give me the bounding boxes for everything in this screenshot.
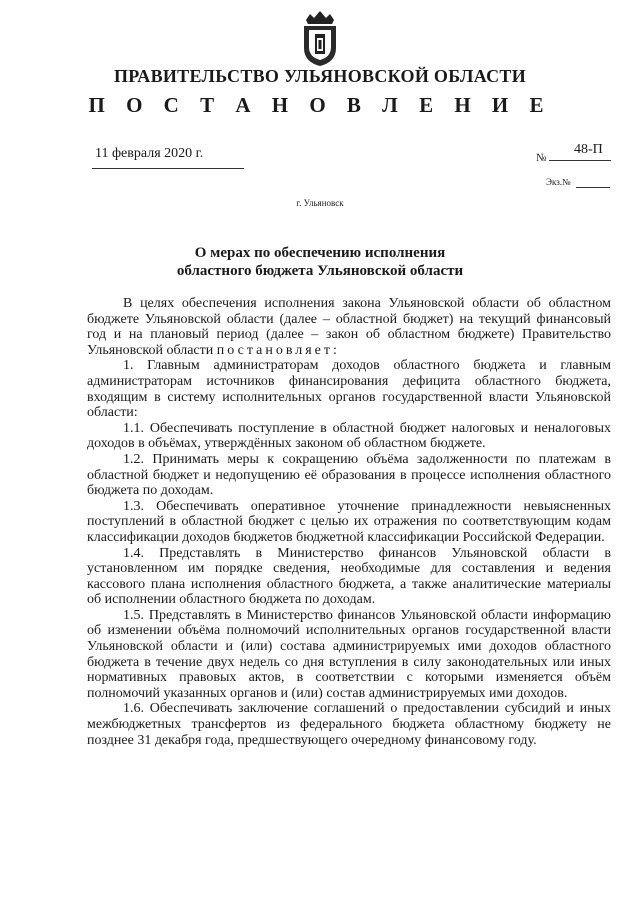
- paragraph-1-6: 1.6. Обеспечивать заключение соглашений о предоставлении субсидий и иных межбюджетных трансфертов из федерального бюджета областному бюджету не позднее 31 декабря года, предшествующего очередному финансовому году.: [87, 701, 611, 748]
- paragraph-1: 1. Главным администраторам доходов областного бюджета и главным администраторам источников финансирования дефицита областного бюджета, входящим в систему исполнительных органов государственной власти Ульяновской области:: [87, 358, 611, 421]
- coat-of-arms-icon: [300, 8, 340, 68]
- title-line-2: областного бюджета Ульяновской области: [176, 263, 464, 279]
- city: г. Ульяновск: [296, 198, 344, 208]
- paragraph-1-2: 1.2. Принимать меры к сокращению объёма задолженности по платежам в областной бюджет и недопущению её образования в процессе исполнения областного бюджета по доходам.: [87, 451, 611, 499]
- paragraph-1-4: 1.4. Представлять в Министерство финансов Ульяновской области в установленном им порядке сведения, необходимые для составления и ведения кассового плана исполнения областного бюджета, а также аналитические материалы об исполнении областного бюджета по доходам.: [87, 545, 611, 608]
- document-title: [0, 244, 640, 280]
- intro-paragraph: [87, 296, 611, 358]
- title-line-1: О мерах по обеспечению исполнения: [194, 245, 446, 261]
- document-body: [87, 296, 611, 748]
- document-number: 48-П: [574, 142, 603, 157]
- paragraph-1-3: 1.3. Обеспечивать оперативное уточнение принадлежности невыясненных поступлений в областной бюджет с целью их отражения по соответствующим кодам классификации доходов бюджетов бюджетной классификации Российской Федерации.: [87, 498, 611, 545]
- copy-number-label: Экз.№: [546, 177, 571, 187]
- copy-number-underline: [576, 187, 610, 188]
- date-underline: [92, 168, 244, 169]
- number-prefix: №: [536, 152, 547, 164]
- decree-word: постановляет:: [216, 342, 340, 358]
- intro-text: В целях обеспечения исполнения закона Ульяновской области об областном бюджете Ульяновской области (далее – областной бюджет) на текущий финансовый год и на плановый период (далее – закон об областном бюджете) Правительство Ульяновской области: [87, 296, 611, 358]
- paragraph-1-5: 1.5. Представлять в Министерство финансов Ульяновской области информацию об изменении объёма полномочий исполнительных органов государственной власти Ульяновской области и (или) состава администрируемых ими доходов областного бюджета в течение двух недель со дня вступления в силу законодательных или иных нормативных правовых актов, в соответствии с которыми изменяется объём полномочий указанных органов и (или) состав администрируемых ими доходов.: [87, 607, 611, 701]
- number-underline: [549, 160, 611, 161]
- document-type: П О С Т А Н О В Л Е Н И Е: [88, 93, 552, 117]
- document-date: 11 февраля 2020 г.: [95, 146, 204, 161]
- paragraph-1-1: 1.1. Обеспечивать поступление в областной бюджет налоговых и неналоговых доходов в объёмах, утверждённых законом об областном бюджете.: [87, 420, 611, 452]
- organization-name: ПРАВИТЕЛЬСТВО УЛЬЯНОВСКОЙ ОБЛАСТИ: [113, 66, 527, 86]
